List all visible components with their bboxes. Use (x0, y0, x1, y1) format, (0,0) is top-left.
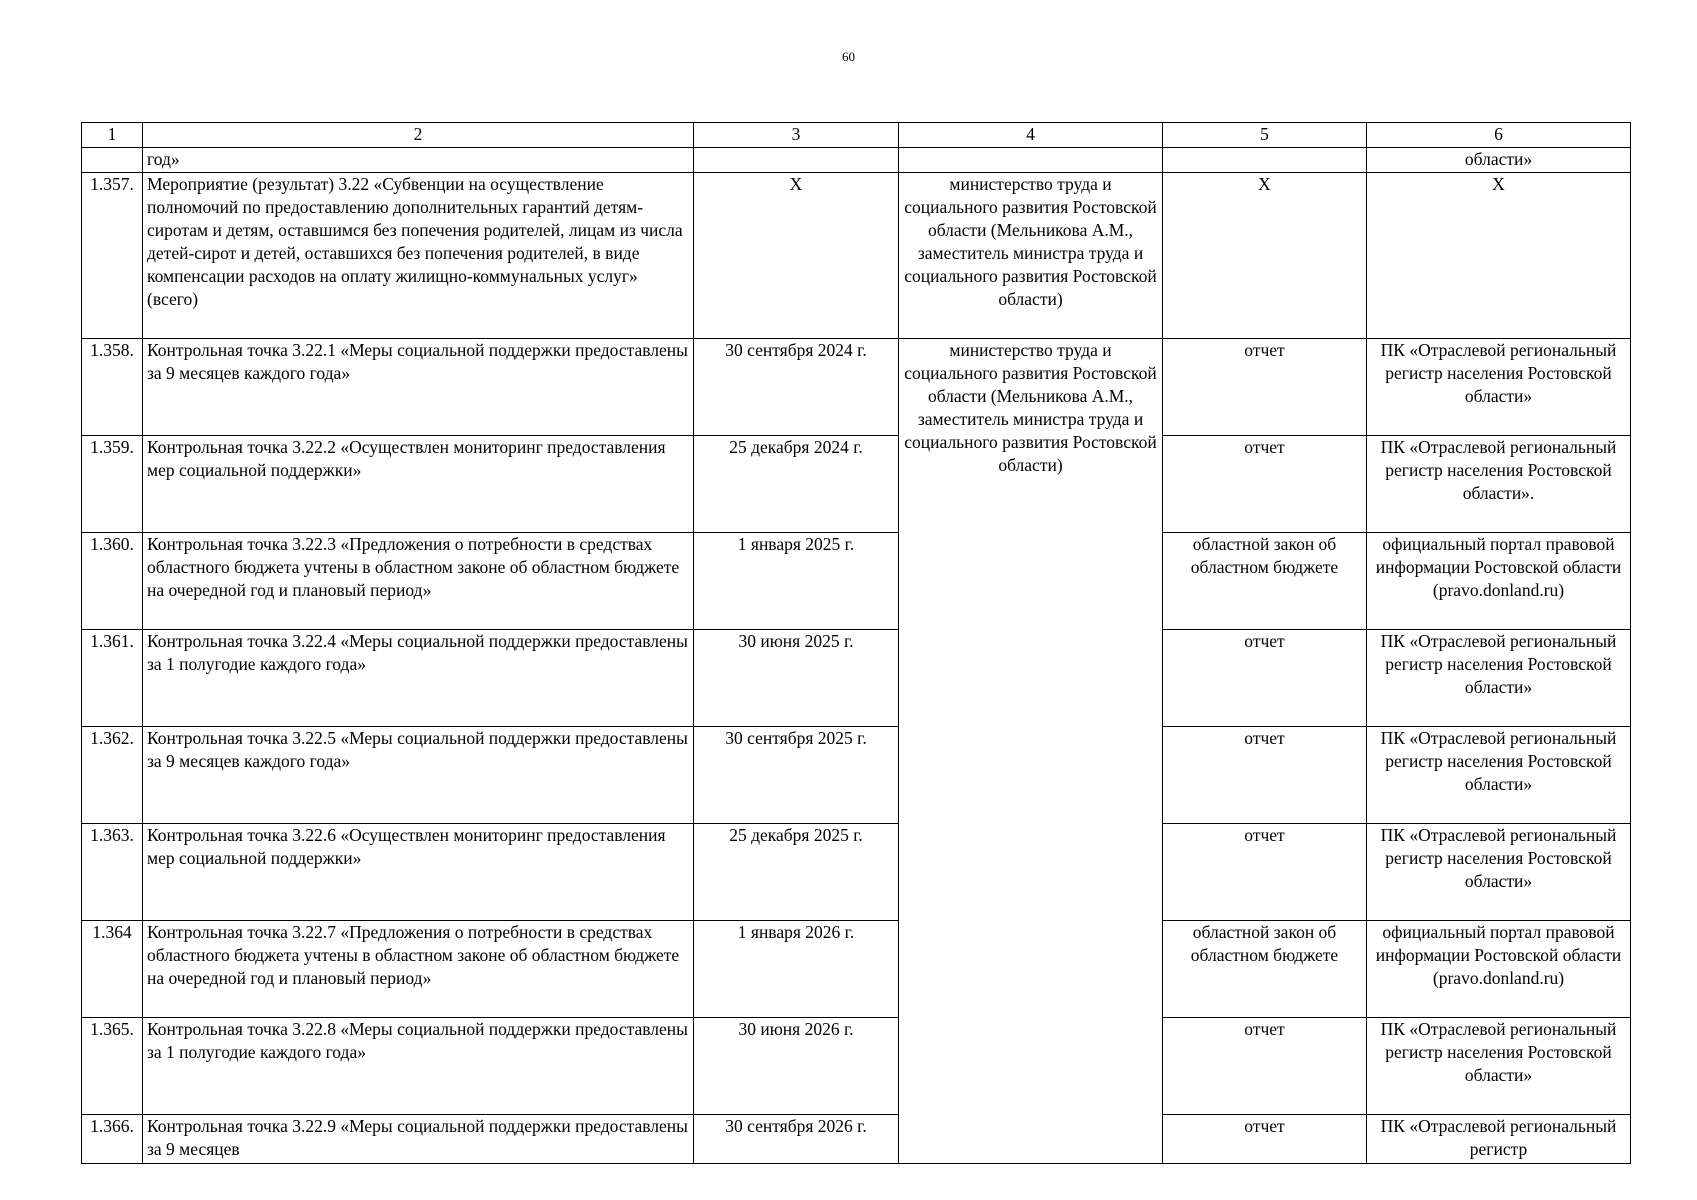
row-document: Х (1163, 173, 1367, 339)
column-number: 1 (82, 123, 143, 148)
row-system: ПК «Отраслевой региональный регистр населения Ростовской области». (1367, 436, 1631, 533)
row-name: Контрольная точка 3.22.4 «Меры социальной поддержки предоставлены за 1 полугодие каждого года» (143, 630, 694, 727)
row-system: официальный портал правовой информации Ростовской области (pravo.donland.ru) (1367, 533, 1631, 630)
row-number (82, 148, 143, 173)
row-system: ПК «Отраслевой региональный регистр населения Ростовской области» (1367, 727, 1631, 824)
row-number: 1.360. (82, 533, 143, 630)
row-system: официальный портал правовой информации Ростовской области (pravo.donland.ru) (1367, 921, 1631, 1018)
table-row (82, 339, 1631, 436)
column-number: 6 (1367, 123, 1631, 148)
table-row (82, 1018, 1631, 1115)
row-name: Контрольная точка 3.22.6 «Осуществлен мониторинг предоставления мер социальной поддержки» (143, 824, 694, 921)
row-document: отчет (1163, 824, 1367, 921)
row-document: отчет (1163, 1115, 1367, 1164)
row-name: Контрольная точка 3.22.1 «Меры социальной поддержки предоставлены за 9 месяцев каждого года» (143, 339, 694, 436)
row-name: Контрольная точка 3.22.5 «Меры социальной поддержки предоставлены за 9 месяцев каждого года» (143, 727, 694, 824)
row-name: Контрольная точка 3.22.2 «Осуществлен мониторинг предоставления мер социальной поддержки» (143, 436, 694, 533)
row-number: 1.359. (82, 436, 143, 533)
column-number: 2 (143, 123, 694, 148)
table-row (82, 921, 1631, 1018)
row-date: 25 декабря 2024 г. (694, 436, 899, 533)
row-system: области» (1367, 148, 1631, 173)
row-date: 30 июня 2026 г. (694, 1018, 899, 1115)
row-number: 1.363. (82, 824, 143, 921)
row-document: отчет (1163, 727, 1367, 824)
column-number: 5 (1163, 123, 1367, 148)
row-number: 1.366. (82, 1115, 143, 1164)
row-date: 1 января 2026 г. (694, 921, 899, 1018)
row-document: областной закон об областном бюджете (1163, 921, 1367, 1018)
row-number: 1.362. (82, 727, 143, 824)
row-date: 30 июня 2025 г. (694, 630, 899, 727)
row-date: 30 сентября 2025 г. (694, 727, 899, 824)
row-system: Х (1367, 173, 1631, 339)
table-row (82, 173, 1631, 339)
row-number: 1.357. (82, 173, 143, 339)
column-number: 3 (694, 123, 899, 148)
row-system: ПК «Отраслевой региональный регистр (1367, 1115, 1631, 1164)
row-system: ПК «Отраслевой региональный регистр населения Ростовской области» (1367, 1018, 1631, 1115)
row-name: год» (143, 148, 694, 173)
row-date (694, 148, 899, 173)
row-document (1163, 148, 1367, 173)
row-document: отчет (1163, 436, 1367, 533)
row-number: 1.358. (82, 339, 143, 436)
row-name: Контрольная точка 3.22.8 «Меры социальной поддержки предоставлены за 1 полугодие каждого года» (143, 1018, 694, 1115)
table-row (82, 1115, 1631, 1164)
row-name: Контрольная точка 3.22.9 «Меры социальной поддержки предоставлены за 9 месяцев (143, 1115, 694, 1164)
row-responsible-merged: министерство труда и социального развития Ростовской области (Мельникова А.М., заместитель министра труда и социального развития Ростовской области) (899, 339, 1163, 1164)
row-responsible: министерство труда и социального развития Ростовской области (Мельникова А.М., заместитель министра труда и социального развития Ростовской области) (899, 173, 1163, 339)
row-date: Х (694, 173, 899, 339)
row-system: ПК «Отраслевой региональный регистр населения Ростовской области» (1367, 339, 1631, 436)
control-points-table (81, 122, 1631, 1164)
row-document: отчет (1163, 630, 1367, 727)
row-number: 1.361. (82, 630, 143, 727)
column-number-row (82, 123, 1631, 148)
row-document: областной закон об областном бюджете (1163, 533, 1367, 630)
table-row (82, 824, 1631, 921)
row-document: отчет (1163, 1018, 1367, 1115)
row-document: отчет (1163, 339, 1367, 436)
page-number: 60 (842, 49, 855, 64)
row-responsible (899, 148, 1163, 173)
table-row (82, 533, 1631, 630)
row-number: 1.365. (82, 1018, 143, 1115)
row-name: Контрольная точка 3.22.3 «Предложения о потребности в средствах областного бюджета учтены в областном законе об областном бюджете на очередной год и плановый период» (143, 533, 694, 630)
row-system: ПК «Отраслевой региональный регистр населения Ростовской области» (1367, 630, 1631, 727)
row-date: 30 сентября 2024 г. (694, 339, 899, 436)
row-date: 25 декабря 2025 г. (694, 824, 899, 921)
row-number: 1.364 (82, 921, 143, 1018)
row-name: Мероприятие (результат) 3.22 «Субвенции на осуществление полномочий по предоставлению дополнительных гарантий детям-сиротам и детям, оставшимся без попечения родителей, лицам из числа детей-сирот и детей, оставшихся без попечения родителей, в виде компенсации расходов на оплату жилищно-коммунальных услуг» (всего) (143, 173, 694, 339)
row-date: 1 января 2025 г. (694, 533, 899, 630)
column-number: 4 (899, 123, 1163, 148)
continuation-row (82, 148, 1631, 173)
row-date: 30 сентября 2026 г. (694, 1115, 899, 1164)
table-row (82, 727, 1631, 824)
table-row (82, 436, 1631, 533)
row-system: ПК «Отраслевой региональный регистр населения Ростовской области» (1367, 824, 1631, 921)
table-row (82, 630, 1631, 727)
row-name: Контрольная точка 3.22.7 «Предложения о потребности в средствах областного бюджета учтены в областном законе об областном бюджете на очередной год и плановый период» (143, 921, 694, 1018)
